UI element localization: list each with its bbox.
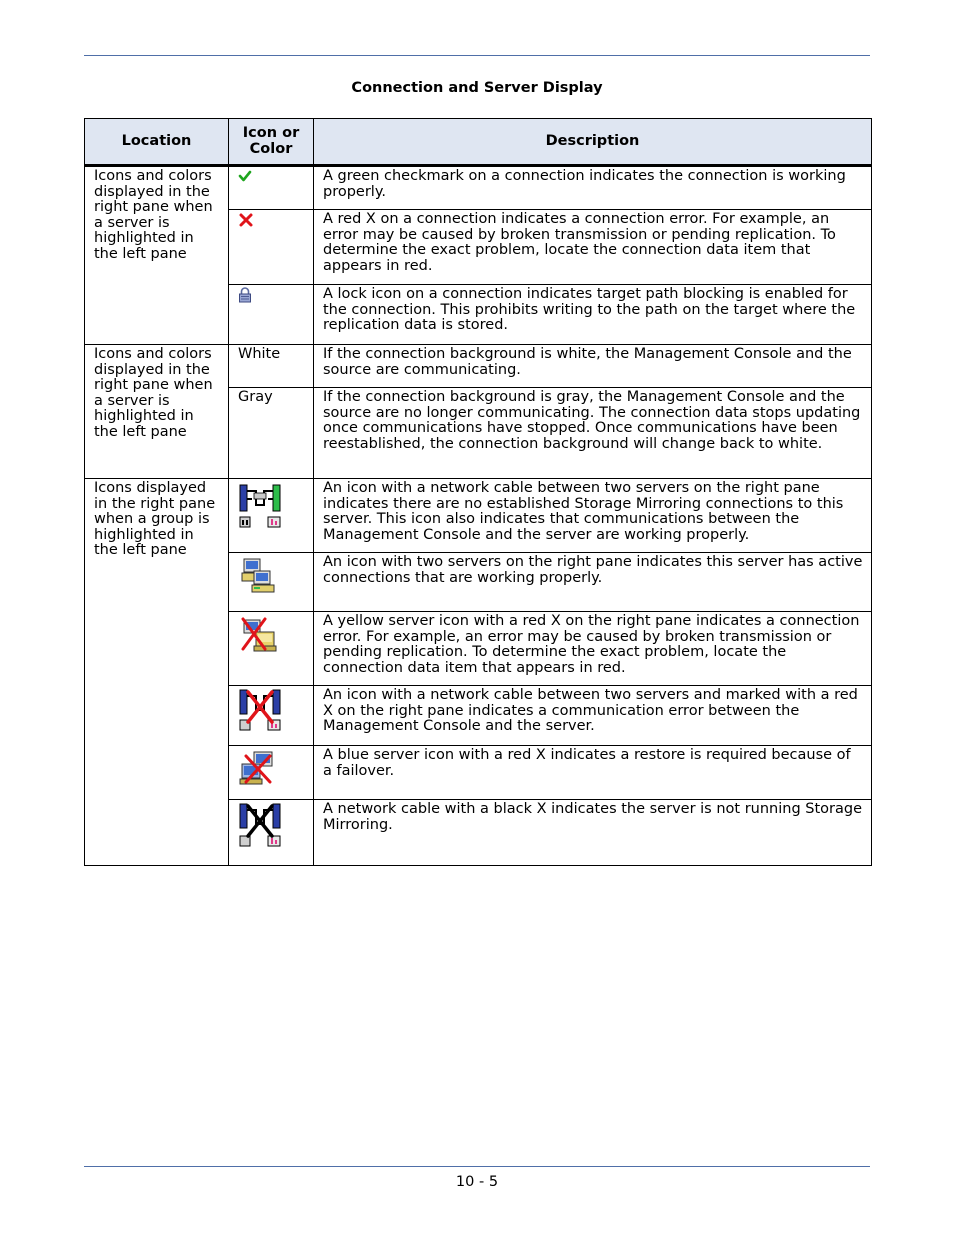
color-cell: White [229, 345, 314, 388]
table-row [85, 166, 872, 210]
network-cable-black-x-icon [238, 802, 282, 850]
icon-cell [229, 612, 314, 686]
connection-display-table [84, 118, 872, 866]
green-checkmark-icon [238, 169, 252, 183]
icon-cell [229, 166, 314, 210]
location-cell: Icons and colors displayed in the right pane when a server is highlighted in the left pane [85, 345, 229, 479]
footer-rule [84, 1166, 870, 1167]
table-row [85, 345, 872, 388]
icon-cell [229, 479, 314, 553]
two-servers-icon [238, 555, 278, 595]
description-cell: An icon with a network cable between two servers on the right pane indicates there are no established Storage Mirroring connections to this server. This icon also indicates that communications between the Management Console and the server are working properly. [314, 479, 872, 553]
header-location: Location [85, 119, 229, 166]
icon-cell [229, 210, 314, 285]
description-cell: An icon with two servers on the right pane indicates this server has active connections that are working properly. [314, 553, 872, 612]
description-cell: A yellow server icon with a red X on the right pane indicates a connection error. For example, an error may be caused by broken transmission or pending replication. To determine the exact problem, locate the connection data item that appears in red. [314, 612, 872, 686]
blue-server-red-x-icon [238, 748, 278, 788]
red-x-icon [238, 212, 254, 228]
icon-cell [229, 285, 314, 345]
network-cable-red-x-icon [238, 688, 282, 734]
location-cell: Icons and colors displayed in the right pane when a server is highlighted in the left pane [85, 166, 229, 345]
header-description: Description [314, 119, 872, 166]
description-cell: If the connection background is gray, the Management Console and the source are no longer communicating. The connection data stops updating once communications have stopped. Once communications have been reestablished, the connection background will change back to white. [314, 388, 872, 479]
description-cell: A network cable with a black X indicates the server is not running Storage Mirroring. [314, 800, 872, 866]
table-header-row [85, 119, 872, 166]
description-cell: An icon with a network cable between two servers and marked with a red X on the right pane indicates a communication error between the Management Console and the server. [314, 686, 872, 746]
icon-cell [229, 686, 314, 746]
network-cable-servers-icon [238, 481, 282, 531]
page-number: 10 - 5 [455, 1174, 499, 1190]
location-cell: Icons displayed in the right pane when a group is highlighted in the left pane [85, 479, 229, 866]
description-cell: A red X on a connection indicates a connection error. For example, an error may be caused by broken transmission or pending replication. To determine the exact problem, locate the connection data item that appears in red. [314, 210, 872, 285]
icon-cell [229, 553, 314, 612]
lock-icon [238, 287, 252, 303]
icon-cell [229, 746, 314, 800]
header-rule [84, 55, 870, 56]
description-cell: A blue server icon with a red X indicates a restore is required because of a failover. [314, 746, 872, 800]
color-cell: Gray [229, 388, 314, 479]
description-cell: A green checkmark on a connection indicates the connection is working properly. [314, 166, 872, 210]
page-title: Connection and Server Display [351, 80, 603, 96]
table-row [85, 479, 872, 553]
header-icon-or-color: Icon or Color [229, 119, 314, 166]
description-cell: A lock icon on a connection indicates target path blocking is enabled for the connection. This prohibits writing to the path on the target where the replication data is stored. [314, 285, 872, 345]
description-cell: If the connection background is white, the Management Console and the source are communicating. [314, 345, 872, 388]
yellow-server-red-x-icon [238, 614, 278, 654]
icon-cell [229, 800, 314, 866]
